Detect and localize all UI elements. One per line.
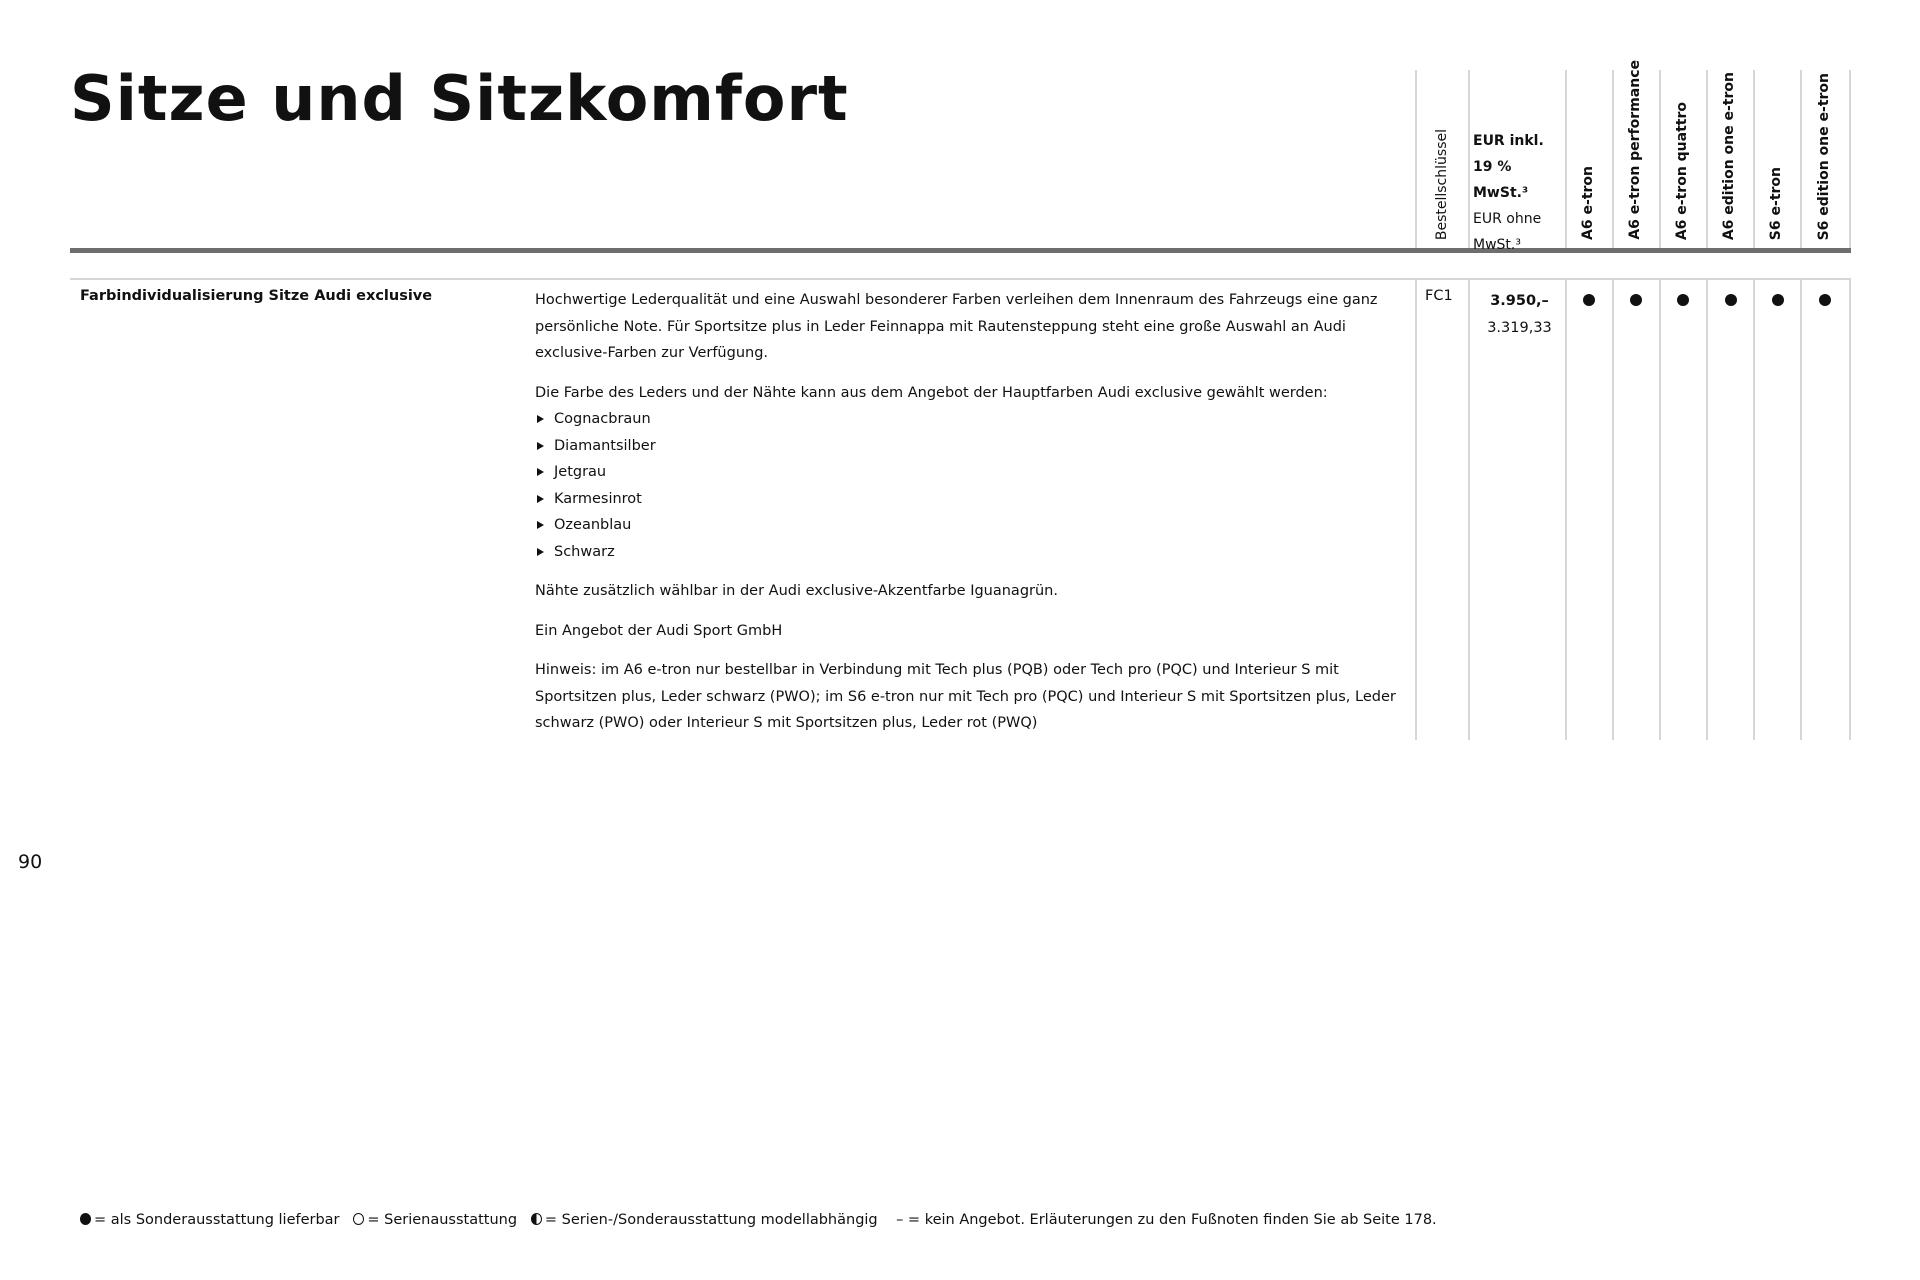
list-item: Schwarz [535, 539, 1410, 566]
page-number: 90 [18, 851, 43, 873]
price-incl: 3.950,– [1490, 293, 1549, 309]
optional-dot-icon [1772, 294, 1784, 306]
header-model: A6 e-tron performance [1627, 60, 1643, 240]
column-divider [1753, 70, 1755, 740]
list-item: Ozeanblau [535, 512, 1410, 539]
half-circle-icon [531, 1213, 542, 1225]
column-divider [1468, 70, 1470, 740]
header-rule [70, 248, 1851, 253]
optional-dot-icon [1630, 294, 1642, 306]
header-price [1473, 128, 1563, 258]
header-model: S6 e-tron [1768, 166, 1784, 240]
price-excl: 3.319,33 [1487, 320, 1552, 336]
header-price-incl: EUR inkl. 19 % MwSt.³ [1473, 133, 1544, 201]
order-code: FC1 [1425, 288, 1453, 304]
price [1473, 288, 1566, 342]
legend [80, 1212, 1437, 1228]
column-divider [1659, 70, 1661, 740]
column-divider [1565, 70, 1567, 740]
optional-dot-icon [1725, 294, 1737, 306]
description-paragraph: Hinweis: im A6 e-tron nur bestellbar in Verbindung mit Tech plus (PQB) oder Tech pro (PQC) und Interieur S mit Sportsitzen plus, Leder schwarz (PWO); im S6 e-tron nur mit Tech pro (PQC) und Interieur S mit Sportsitzen plus, Leder schwarz (PWO) oder Interieur S mit Sportsitzen plus, Leder rot (PWQ) [535, 662, 1396, 731]
legend-optional: = als Sonderausstattung lieferbar [94, 1212, 340, 1228]
legend-model-dependent: = Serien-/Sonderausstattung modellabhängig [544, 1212, 878, 1228]
optional-dot-icon [1677, 294, 1689, 306]
header-model: A6 edition one e-tron [1721, 71, 1737, 240]
column-divider [1612, 70, 1614, 740]
description-paragraph: Ein Angebot der Audi Sport GmbH [535, 622, 783, 639]
empty-circle-icon [353, 1213, 364, 1225]
list-item: Karmesinrot [535, 486, 1410, 513]
description-paragraph: Nähte zusätzlich wählbar in der Audi exclusive-Akzentfarbe Iguanagrün. [535, 583, 1058, 599]
list-item: Cognacbraun [535, 406, 1410, 433]
feature-description [535, 287, 1410, 750]
legend-standard: = Serienausstattung [367, 1212, 518, 1228]
header-model: A6 e-tron [1580, 166, 1596, 240]
list-item: Diamantsilber [535, 433, 1410, 460]
header-model: S6 edition one e-tron [1816, 72, 1832, 240]
filled-dot-icon [80, 1213, 91, 1225]
column-divider [1415, 70, 1417, 740]
description-paragraph: Die Farbe des Leders und der Nähte kann aus dem Angebot der Hauptfarben Audi exclusive gewählt werden: [535, 384, 1328, 401]
header-price-excl: EUR ohne MwSt.³ [1473, 211, 1542, 253]
description-paragraph: Hochwertige Lederqualität und eine Auswahl besonderer Farben verleihen dem Innenraum des Fahrzeugs eine ganz persönliche Note. Für Sportsitze plus in Leder Feinnappa mit Rautensteppung steht eine große Auswahl an Audi exclusive-Farben zur Verfügung. [535, 292, 1378, 361]
column-divider [1849, 70, 1851, 740]
optional-dot-icon [1583, 294, 1595, 306]
optional-dot-icon [1819, 294, 1831, 306]
column-divider [1706, 70, 1708, 740]
page-title: Sitze und Sitzkomfort [70, 62, 849, 135]
feature-name: Farbindividualisierung Sitze Audi exclusive [80, 288, 433, 304]
row-divider [70, 278, 1851, 280]
header-model: A6 e-tron quattro [1674, 101, 1690, 240]
column-divider [1800, 70, 1802, 740]
header-order-key: Bestellschlüssel [1434, 128, 1450, 240]
list-item: Jetgrau [535, 459, 1410, 486]
legend-none: – = kein Angebot. Erläuterungen zu den Fußnoten finden Sie ab Seite 178. [896, 1212, 1437, 1228]
color-list [535, 406, 1410, 565]
